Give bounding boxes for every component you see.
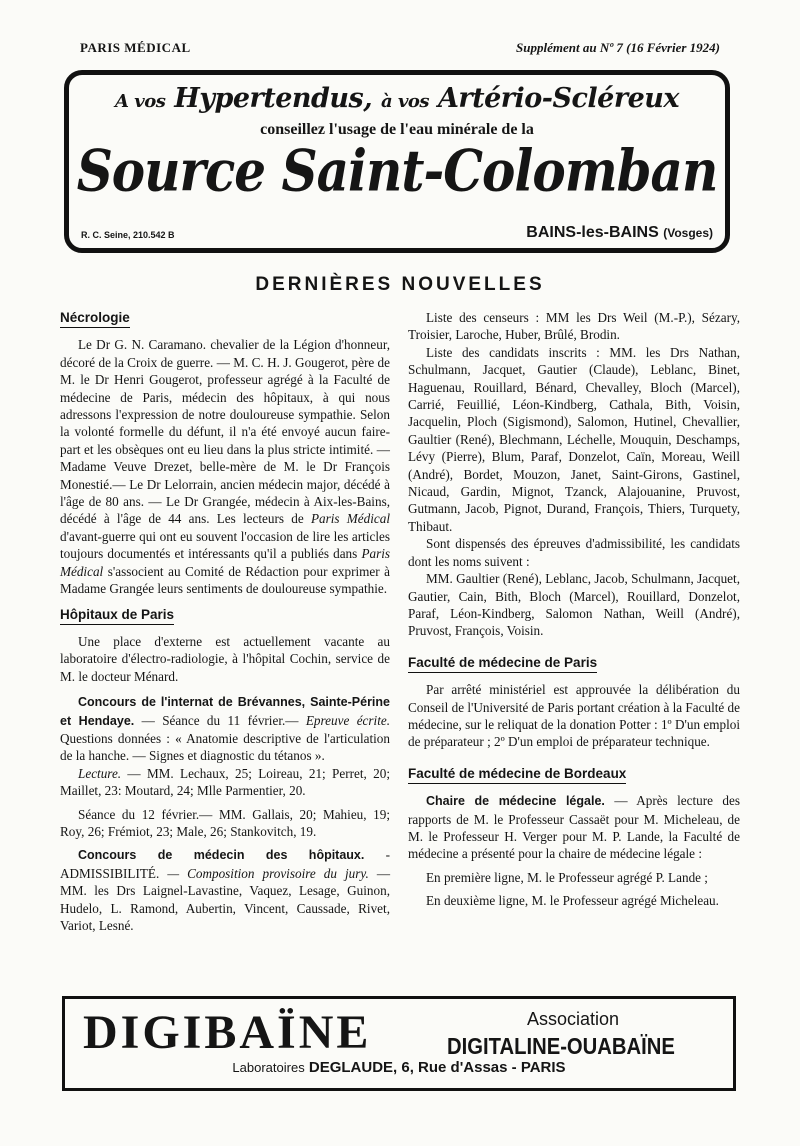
- concours-medecin: Concours de médecin des hôpitaux. - ADMISSIBILITÉ. — Composition provisoire du jury. — MM. les Drs Laignel-Lavastine, Vaquez, Lesage, Guinon, Hudelo, L. Ramond, Aubertin, Vincent, Caussade, Rivet, Variot, Lesné.: [60, 847, 391, 933]
- heading-faculte-paris: Faculté de médecine de Paris: [408, 654, 597, 673]
- ad-headline-part: à vos: [381, 91, 430, 112]
- ad-brand: Source Saint-Colomban: [76, 136, 718, 205]
- ad-place: [526, 224, 713, 242]
- section-title: DERNIÈRES NOUVELLES: [255, 274, 545, 295]
- journal-name: PARIS MÉDICAL: [80, 40, 191, 55]
- ad-address-line: [65, 1059, 733, 1076]
- ad-place-region: (Vosges): [663, 226, 713, 240]
- chaire-paragraph: Chaire de médecine légale. — Après lecture des rapports de M. le Professeur Cassaët pour M. Micheleau, de M. le Professeur H. Verger pour M. P. Lande, la Faculté de médecine a présenté pour la chaire de médecine légale :: [408, 793, 740, 862]
- hopitaux-paragraph: Une place d'externe est actuellement vacante au laboratoire d'électro-radiologie, à l'hôpital Cochin, service de M. le docteur Ménard.: [60, 633, 390, 684]
- lecture-results: Lecture. — MM. Lechaux, 25; Loireau, 21; Perret, 20; Maillet, 23: Moutard, 24; Mlle Parmentier, 20.: [60, 765, 390, 799]
- seance-results: Séance du 12 février.— MM. Gallais, 20; Mahieu, 19; Roy, 26; Frémiot, 23; Male, 26; Stankovitch, 19.: [60, 806, 390, 839]
- ad-headline-part: Hypertendus,: [174, 83, 373, 114]
- ad-headline: [69, 83, 725, 114]
- concours-brevannes: Concours de l'internat de Brévannes, Sainte-Périne et Hendaye. — Séance du 11 février.— Epreuve écrite. Questions données : « Anatomie descriptive de l'articulation de la hanche. — Signes et diagnostic du tétanos ».: [60, 695, 391, 764]
- ad-headline-part: Artério-Scléreux: [437, 83, 679, 114]
- necrologie-paragraph: Le Dr G. N. Caramano. chevalier de la Légion d'honneur, décoré de la Croix de guerre. — M. C. H. J. Gougerot, père de M. le Dr Henri Gougerot, professeur agrégé à la Faculté de médecine de Paris, médecin des hôpitaux, à qui nous adressons l'expression de notre douloureuse sympathie. Selon la volonté formelle du défunt, il n'a été envoyé aucun faire-part et les obsèques ont eu lieu dans la plus stricte intimité. — Madame Veuve Drezet, belle-mère de M. le Dr François Monestié.— Le Dr Lelorrain, ancien médecin major, décédé à l'âge de 80 ans. — Le Dr Grangée, médecin à Aix-les-Bains, décédé à l'âge de 44 ans. Les lecteurs de Paris Médical d'avant-guerre qui ont eu souvent l'occasion de lire les articles toujours documentés et intéressants qu'il a publiés dans Paris Médical s'associent au Comité de Rédaction pour exprimer à Madame Grangée leurs sentiments de douloureuse sympathie.: [60, 337, 391, 597]
- ad-subline: conseillez l'usage de l'eau minérale de la: [260, 121, 534, 138]
- dispenses-paragraph: Sont dispensés des épreuves d'admissibilité, les candidats dont les noms suivent :: [408, 536, 740, 569]
- running-head: [80, 40, 720, 60]
- premiere-ligne: En première ligne, M. le Professeur agrégé P. Lande ;: [426, 869, 708, 885]
- candidats-paragraph: Liste des candidats inscrits : MM. les Drs Nathan, Schulmann, Jacquet, Gautier (Claude), Leblanc, Binet, Haguenau, Rouillard, Bénard, Chevalley, Bloch (Marcel), Carrié, Feuillié, Léon-Kindberg, Cathala, Bith, Voisin, Jacquelin, Ploch (Sigismond), Salomon, Hutinel, Chevallier, Gaultier (René), Blechmann, Léchelle, Mouquin, Deschamps, Lévy (Pierre), Blum, Paraf, Donzelot, Caïn, Moreau, Weill (André), Bordet, Mouzon, Janet, Saint-Girons, Gastinel, Nicaud, Gardin, Mignot, Tzanck, Alajouanine, Pruvost, Gutmann, Jacob, Pignot, Durand, François, Thiers, Turquety, Thibaut.: [408, 344, 740, 534]
- heading-faculte-bordeaux: Faculté de médecine de Bordeaux: [408, 765, 626, 784]
- dispenses-list: MM. Gaultier (René), Leblanc, Jacob, Schulmann, Jacquet, Gautier, Cain, Bith, Bloch (Marcel), Rouillard, Donzelot, Paraf, Léon-Kindberg, Salomon Nathan, Weill (André), Pruvost, François, Voisin.: [408, 571, 740, 639]
- issue-info: Supplément au Nº 7 (16 Février 1924): [516, 40, 720, 55]
- ad-labs-label: Laboratoires: [232, 1060, 305, 1075]
- ad-address: DEGLAUDE, 6, Rue d'Assas - PARIS: [308, 1059, 566, 1076]
- ad-digibaine-brand: DIGIBAÏNE: [83, 1006, 372, 1059]
- ad-product: DIGITALINE-OUABAÏNE: [447, 1033, 675, 1059]
- ad-registration: R. C. Seine, 210.542 B: [81, 230, 175, 240]
- ad-headline-part: A vos: [115, 91, 166, 112]
- advertisement-digibaine: [62, 996, 736, 1091]
- right-column: [408, 309, 740, 910]
- ad-association-label: Association: [527, 1009, 620, 1029]
- advertisement-saint-colomban: [64, 70, 730, 253]
- ad-place-name: BAINS-les-BAINS: [526, 224, 659, 241]
- faculte-paris-paragraph: Par arrêté ministériel est approuvée la délibération du Conseil de l'Université de Paris portant création à la Faculté de médecine, sur le reliquat de la donation Potter : 1º D'un emploi de préparateur ; 2º D'un emploi de préparateur technique.: [408, 682, 740, 750]
- deuxieme-ligne: En deuxième ligne, M. le Professeur agrégé Micheleau.: [426, 893, 719, 909]
- heading-hopitaux: Hôpitaux de Paris: [60, 606, 174, 625]
- left-column: [60, 309, 390, 934]
- censeurs-paragraph: Liste des censeurs : MM les Drs Weil (M.-P.), Sézary, Troisier, Laroche, Huber, Brûlé, Brodin.: [408, 310, 740, 343]
- heading-necrologie: Nécrologie: [60, 309, 130, 328]
